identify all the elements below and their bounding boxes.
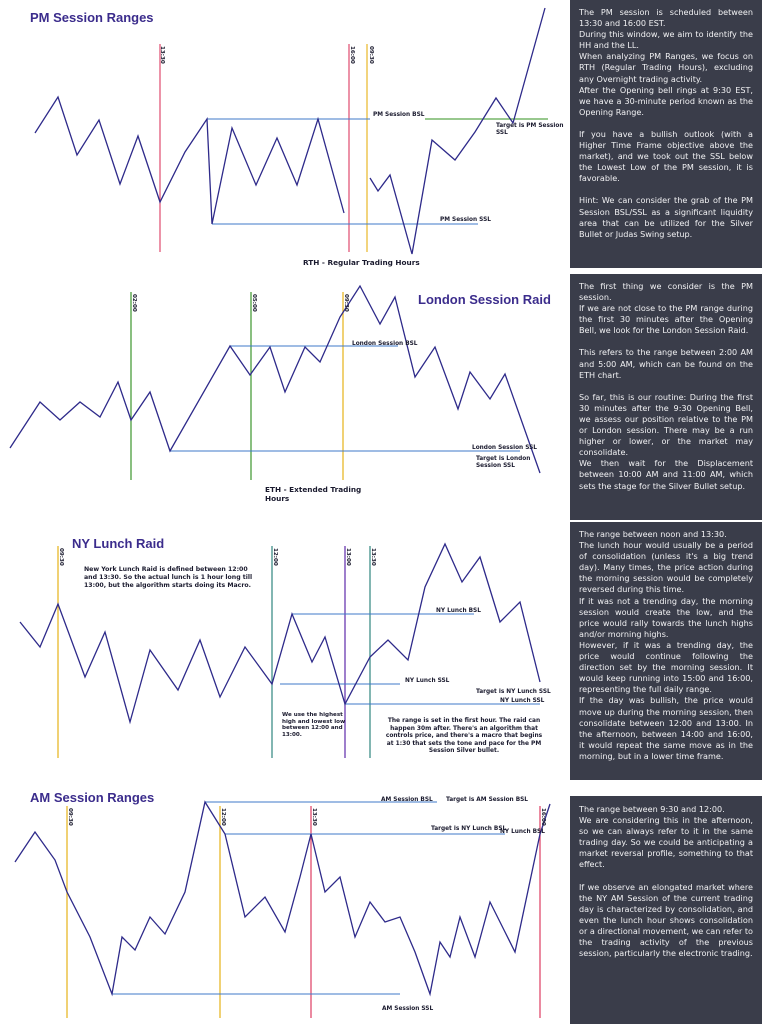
pm-bsl-label: PM Session BSL: [373, 112, 425, 118]
sidebar-text: If the day was bullish, the price would move up during the morning session, then consolidate between 12:00 and 13:00. In the afternoon, between 14:00 and 16:00, it would repeat the same move as in the morning, but in a lower time frame.: [579, 695, 753, 761]
ny-note-definition: [84, 566, 252, 590]
panel-pm-session: [0, 0, 768, 272]
sidebar-text: We then wait for the Displacement between 10:00 AM and 11:00 AM, which sets the stage for the Silver Bullet setup.: [579, 458, 753, 491]
time-label-0930: 09:30: [67, 808, 73, 826]
sidebar-gap: [579, 184, 753, 195]
ny-note-range: [366, 718, 562, 756]
note-line: Session Silver bullet.: [428, 748, 500, 755]
time-label-1600: 16:00: [540, 808, 546, 826]
ny-ssl-label-2: NY Lunch SSL: [500, 698, 545, 704]
panel-london-session: [0, 272, 768, 522]
time-label-0500: 05:00: [251, 294, 257, 312]
note-line: between 12:00 and: [282, 725, 343, 732]
ny-bsl-label: NY Lunch BSL: [436, 608, 481, 614]
sidebar-text: If we observe an elongated market where the NY AM Session of the current trading day is characterized by consolidation, and even the lunch hour shows consolidation or a directional movement, we can refer to the trading activity of the previous session, particularly the electronic trading.: [579, 881, 753, 959]
time-label-1330: 13:30: [370, 548, 376, 566]
panel-title: NY Lunch Raid: [72, 536, 165, 551]
sidebar-gap: [579, 381, 753, 392]
am-sidebar: [570, 796, 762, 1024]
ny-target-label: Target is NY Lunch SSL: [476, 689, 551, 695]
sidebar-gap: [579, 336, 753, 347]
time-label-0200: 02:00: [131, 294, 137, 312]
time-label-0930: 09:30: [368, 46, 374, 64]
pm-sidebar: [570, 0, 762, 268]
am-target-label: Target is AM Session BSL: [446, 797, 528, 803]
sidebar-text: We are considering this in the afternoon, so we can always refer to it in the same trading day. So we could be anticipating a market reversal profile, something to that effect.: [579, 815, 753, 870]
note-line: at 1:30 that sets the tone and pace for the PM: [386, 740, 542, 747]
note-line: and 13:30. So the actual lunch is 1 hour long till: [84, 574, 253, 581]
time-label-0930: 09:30: [58, 548, 64, 566]
sidebar-text: So far, this is our routine: During the first 30 minutes after the 9:30 Opening Bell, we assess our position relative to the PM or London session. There may be a run higher or lower, or the market may consolidate.: [579, 391, 753, 458]
am-ssl-label: AM Session SSL: [382, 1006, 434, 1012]
note-line: The range is set in the first hour. The raid can: [387, 718, 541, 724]
ny-ssl-label: NY Lunch SSL: [405, 678, 450, 684]
time-label-1330: 13:30: [311, 808, 317, 826]
note-line: New York Lunch Raid is defined between 12:00: [84, 566, 248, 573]
pm-ssl-label: PM Session SSL: [440, 217, 491, 223]
note-line: happen 30m after. There's an algorithm that: [390, 725, 538, 732]
time-label-1200: 12:00: [272, 548, 278, 566]
panel-title: PM Session Ranges: [30, 10, 154, 25]
sidebar-text: Hint: We can consider the grab of the PM Session BSL/SSL as a significant liquidity area that can be utilized for the Silver Bullet or Judas Swing setup.: [579, 195, 753, 239]
panel-am-session: [0, 782, 768, 1024]
target-label-line1: Target is PM Session: [496, 123, 564, 129]
ny-lunch-bsl-label: NY Lunch BSL: [500, 829, 545, 835]
panel-ny-lunch: [0, 522, 768, 780]
note-line: high and lowest low: [282, 718, 346, 725]
time-label-1300: 13:00: [345, 548, 351, 566]
time-label-0930: 09:30: [343, 294, 349, 312]
ny-lunch-sidebar: [570, 522, 762, 780]
target-label-line2: Session SSL: [476, 463, 515, 469]
sidebar-text: The range between noon and 13:30.: [579, 529, 727, 539]
sidebar-text: If we are not close to the PM range during the first 30 minutes after the Opening Bell, we look for the London Session Raid.: [579, 303, 753, 336]
sidebar-text: The first thing we consider is the PM session.: [579, 281, 753, 303]
panel-title: AM Session Ranges: [30, 790, 155, 805]
eth-caption-line1: ETH - Extended Trading: [265, 485, 362, 494]
sidebar-text: The range between 9:30 and 12:00.: [579, 804, 725, 814]
am-bsl-label: AM Session BSL: [381, 797, 433, 803]
target-label-line1: Target is London: [476, 456, 531, 462]
london-sidebar: [570, 274, 762, 520]
target-label-line2: SSL: [496, 130, 508, 136]
time-label-1200: 12:00: [220, 808, 226, 826]
note-line: 13:00, but the algorithm starts doing its Macro.: [84, 582, 251, 589]
price-path-1: [10, 286, 540, 473]
sidebar-text: If you have a bullish outlook (with a Higher Time Frame objective above the market), and we took out the SSL below the Lowest Low of the PM session, it is favorable.: [579, 128, 753, 184]
time-label-1330: 13:30: [159, 46, 165, 64]
note-line: 13:00.: [282, 731, 302, 738]
sidebar-text: The lunch hour would usually be a period of consolidation (unless it's a big trend day). Many times, the price action during the morning session would be completely reversed during this time.: [579, 540, 753, 595]
london-bsl-label: London Session BSL: [352, 341, 418, 347]
sidebar-gap: [579, 871, 753, 882]
sidebar-gap: [579, 118, 753, 129]
sidebar-text: However, if it was a trending day, the price would continue following the direction set by the morning session. It would keep running into 15:00 and 16:00, representing the full daily range.: [579, 639, 753, 695]
am-session-chart: [0, 782, 570, 1024]
sidebar-text: The PM session is scheduled between 13:30 and 16:00 EST.: [579, 7, 753, 29]
note-line: We use the highest: [282, 712, 343, 718]
note-line: controls price, and there's a macro that begins: [385, 733, 543, 740]
price-path-1: [35, 97, 344, 224]
ny-note-highlow: [282, 712, 345, 738]
pm-session-chart: [0, 0, 570, 272]
rth-caption: RTH - Regular Trading Hours: [303, 258, 420, 267]
ny-lunch-target-label: Target is NY Lunch BSL: [431, 826, 507, 832]
panel-title: London Session Raid: [418, 292, 551, 307]
sidebar-text: If it was not a trending day, the morning session would create the low, and the price would rally towards the lunch highs and/or morning highs.: [579, 595, 753, 639]
sidebar-text: When analyzing PM Ranges, we focus on RTH (Regular Trading Hours), excluding any Overnight trading activity.: [579, 51, 753, 84]
sidebar-text: During this window, we aim to identify the HH and the LL.: [579, 29, 753, 51]
sidebar-text: After the Opening bell rings at 9:30 EST, we have a 30-minute period known as the Opening Range.: [579, 84, 753, 117]
sidebar-text: This refers to the range between 2:00 AM and 5:00 AM, which can be found on the ETH chart.: [579, 347, 753, 380]
eth-caption-line2: Hours: [265, 494, 290, 503]
time-label-1600: 16:00: [349, 46, 355, 64]
london-ssl-label: London Session SSL: [472, 445, 537, 451]
